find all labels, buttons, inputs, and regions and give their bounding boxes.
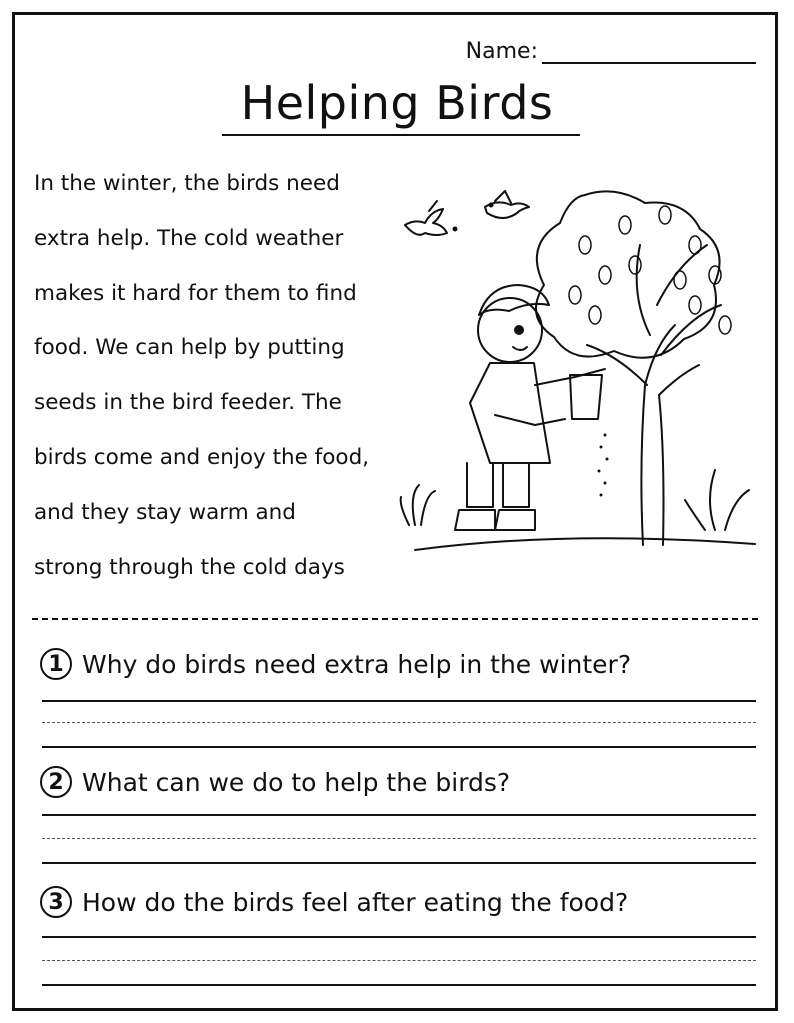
passage-line: In the winter, the birds need bbox=[34, 171, 340, 196]
title-underline bbox=[222, 134, 580, 136]
name-row bbox=[466, 36, 756, 64]
seed-bucket bbox=[570, 375, 602, 419]
question-text: Why do birds need extra help in the winter? bbox=[82, 649, 632, 679]
question-number-badge: 2 bbox=[40, 766, 72, 798]
page-title: Helping Birds bbox=[240, 76, 554, 130]
question-3 bbox=[40, 886, 758, 918]
bird-icon bbox=[485, 191, 529, 218]
tree-icon bbox=[536, 191, 731, 545]
passage-line: extra help. The cold weather bbox=[34, 225, 344, 251]
passage-line: and they stay warm and bbox=[34, 499, 296, 525]
answer-line[interactable] bbox=[42, 814, 756, 816]
boy-feeding-birds-illustration bbox=[395, 185, 770, 570]
name-field[interactable] bbox=[542, 36, 756, 64]
passage-line: makes it hard for them to find bbox=[34, 280, 357, 306]
name-label: Name: bbox=[465, 39, 538, 64]
question-number-badge: 1 bbox=[40, 648, 72, 680]
passage-line: food. We can help by putting bbox=[34, 335, 345, 361]
passage-line: birds come and enjoy the food, bbox=[34, 444, 370, 470]
question-text: What can we do to help the birds? bbox=[82, 767, 511, 797]
answer-line[interactable] bbox=[42, 700, 756, 702]
question-1 bbox=[40, 648, 758, 680]
question-number-badge: 3 bbox=[40, 886, 72, 918]
grass-icon bbox=[401, 470, 749, 530]
reading-passage bbox=[34, 162, 424, 600]
bird-icon bbox=[405, 201, 457, 235]
answer-line[interactable] bbox=[42, 984, 756, 986]
answer-line[interactable] bbox=[42, 936, 756, 938]
answer-guide-line bbox=[42, 838, 756, 839]
boy-icon bbox=[455, 285, 609, 530]
answer-guide-line bbox=[42, 722, 756, 723]
question-2 bbox=[40, 766, 758, 798]
passage-line: seeds in the bird feeder. The bbox=[34, 390, 342, 416]
passage-line: strong through the cold days bbox=[34, 554, 345, 580]
section-divider bbox=[32, 618, 758, 620]
answer-guide-line bbox=[42, 960, 756, 961]
question-text: How do the birds feel after eating the food? bbox=[82, 887, 629, 917]
ground-line bbox=[415, 538, 755, 550]
answer-line[interactable] bbox=[42, 746, 756, 748]
answer-line[interactable] bbox=[42, 862, 756, 864]
